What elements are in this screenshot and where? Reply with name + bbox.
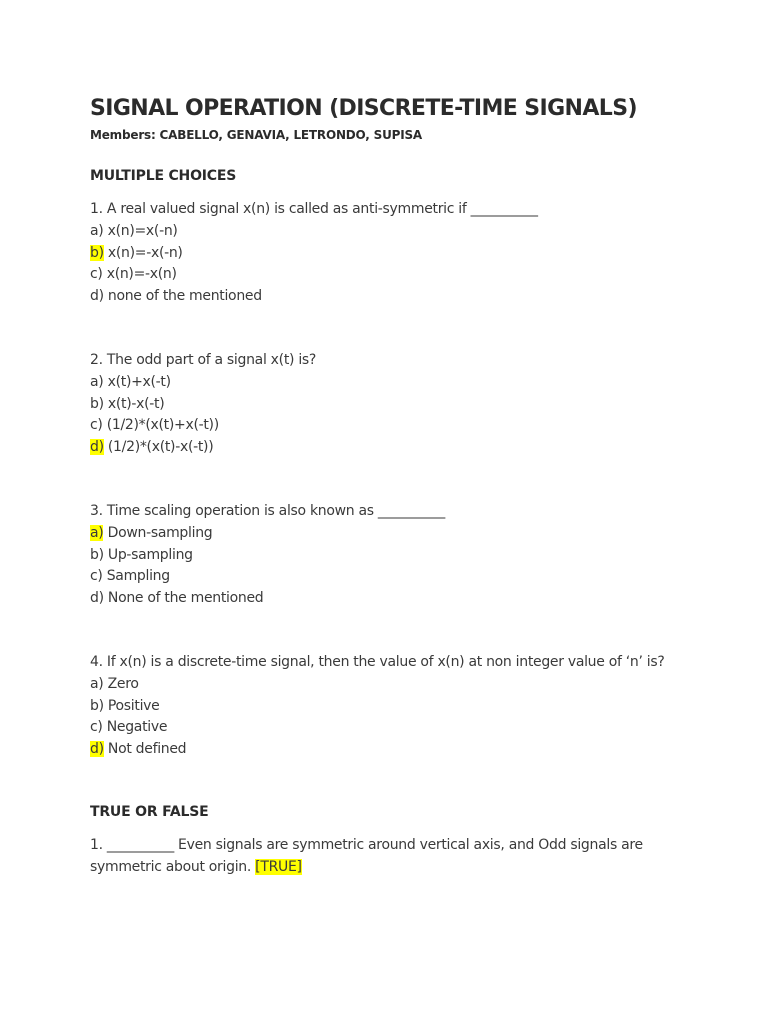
option-letter: d) [90, 439, 104, 456]
option-text: x(t)-x(-t) [103, 395, 165, 412]
option-text: Not defined [103, 741, 187, 758]
question-stem: 4. If x(n) is a discrete-time signal, then the value of x(n) at non integer value of ‘n’ is? [90, 653, 665, 670]
option-letter: c) [90, 266, 103, 283]
option-letter: b) [90, 244, 104, 261]
answer-option [90, 588, 730, 610]
question-spacer [90, 610, 730, 652]
answer-option [90, 523, 730, 545]
option-text: x(n)=-x(n) [102, 266, 177, 283]
answer-option [90, 437, 730, 459]
document-page [90, 94, 730, 878]
option-text: (1/2)*(x(t)-x(-t)) [103, 439, 214, 456]
question-spacer [90, 308, 730, 350]
answer-option [90, 286, 730, 308]
question-stem: 1. A real valued signal x(n) is called as anti-symmetric if __________ [90, 201, 538, 217]
option-letter: b) [90, 697, 104, 714]
answer-option [90, 243, 730, 265]
answer-option [90, 566, 730, 588]
option-text: Zero [103, 675, 139, 692]
option-letter: c) [90, 417, 103, 434]
option-text: None of the mentioned [103, 590, 264, 607]
option-letter: b) [90, 395, 104, 412]
option-letter: a) [90, 524, 104, 541]
question-spacer [90, 459, 730, 501]
true-false-heading: TRUE OR FALSE [90, 803, 209, 820]
option-text: Down-sampling [103, 524, 213, 541]
option-text: (1/2)*(x(t)+x(-t)) [102, 417, 219, 434]
answer-option [90, 739, 730, 761]
multiple-choice-section [90, 199, 730, 761]
option-letter: a) [90, 222, 104, 239]
members-line: Members: CABELLO, GENAVIA, LETRONDO, SUPISA [90, 128, 423, 142]
option-letter: a) [90, 373, 104, 390]
option-text: x(n)=-x(-n) [103, 244, 183, 261]
answer-option [90, 264, 730, 286]
option-letter: a) [90, 675, 104, 692]
answer-option [90, 545, 730, 567]
answer-option [90, 696, 730, 718]
question-block [90, 199, 730, 308]
option-text: Up-sampling [103, 546, 193, 563]
question-block [90, 501, 730, 610]
true-false-statement: 1. __________ Even signals are symmetric around vertical axis, and Odd signals are symmetric about origin. [90, 836, 643, 875]
answer-option [90, 415, 730, 437]
true-false-item [90, 834, 650, 878]
option-letter: b) [90, 546, 104, 563]
option-letter: d) [90, 590, 104, 607]
answer-option [90, 394, 730, 416]
question-block [90, 350, 730, 459]
answer-option [90, 221, 730, 243]
option-text: none of the mentioned [103, 288, 262, 305]
option-text: x(t)+x(-t) [103, 373, 171, 390]
option-letter: c) [90, 568, 103, 585]
option-letter: d) [90, 741, 104, 758]
option-text: Positive [103, 697, 160, 714]
option-letter: c) [90, 719, 103, 736]
answer-option [90, 674, 730, 696]
question-stem: 3. Time scaling operation is also known as __________ [90, 502, 445, 519]
true-false-answer: [TRUE] [255, 858, 302, 875]
answer-option [90, 372, 730, 394]
option-letter: d) [90, 288, 104, 305]
true-false-section [90, 834, 730, 878]
multiple-choice-heading: MULTIPLE CHOICES [90, 168, 237, 184]
question-block [90, 652, 730, 761]
question-stem: 2. The odd part of a signal x(t) is? [90, 351, 317, 368]
document-title: SIGNAL OPERATION (DISCRETE-TIME SIGNALS) [90, 96, 637, 121]
answer-option [90, 717, 730, 739]
option-text: x(n)=x(-n) [103, 222, 178, 239]
option-text: Sampling [102, 568, 170, 585]
option-text: Negative [102, 719, 168, 736]
